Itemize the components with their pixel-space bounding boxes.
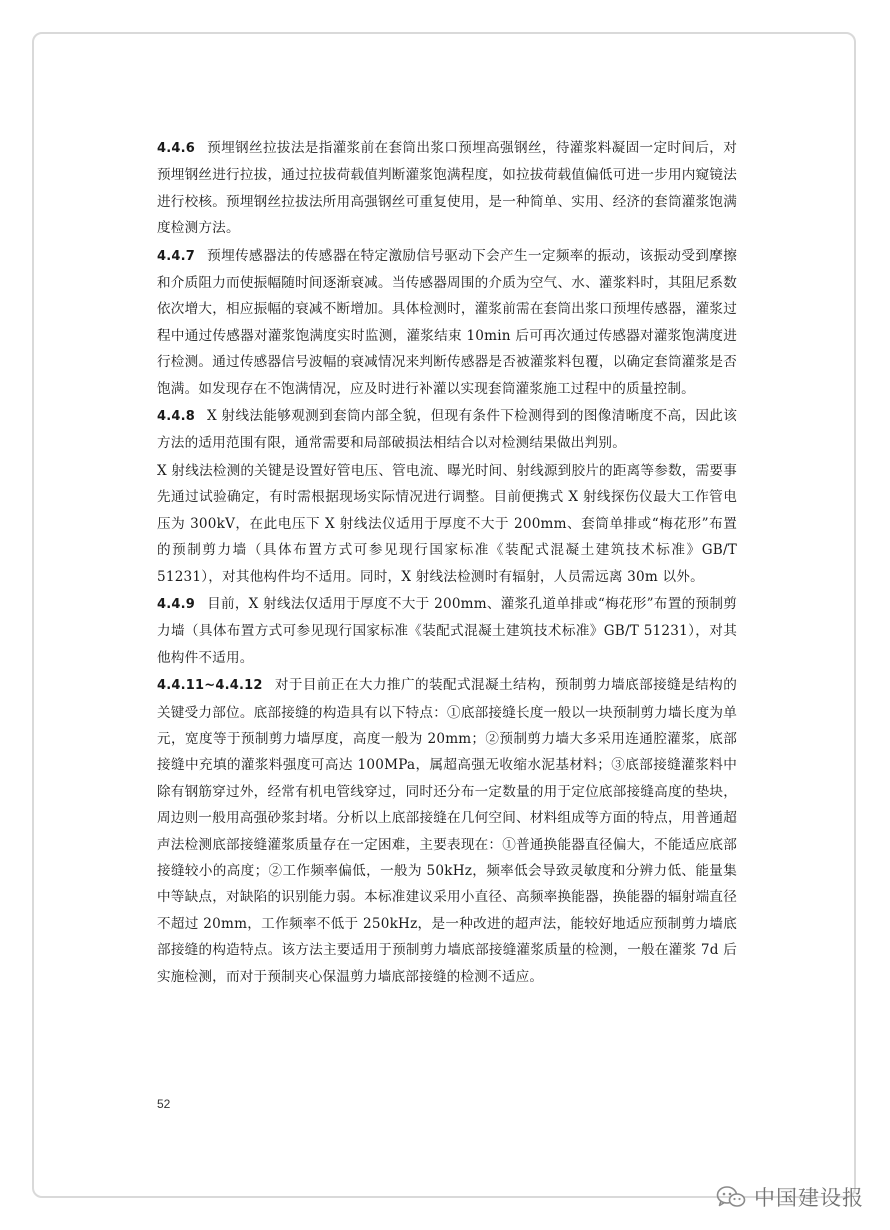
paragraph-4-4-8 bbox=[157, 403, 737, 457]
document-body bbox=[157, 135, 737, 991]
paragraph-text: 目前，X 射线法仅适用于厚度不大于 200mm、灌浆孔道单排或“梅花形”布置的预制剪力墙（具体布置方式可参见现行国家标准《装配式混凝土建筑技术标准》GB/T 51231），对其他构件不适用。 bbox=[157, 595, 737, 666]
paragraph-text: 预埋传感器法的传感器在特定激励信号驱动下会产生一定频率的振动，该振动受到摩擦和介质阻力而使振幅随时间逐渐衰减。当传感器周围的介质为空气、水、灌浆料时，其阻尼系数依次增大，相应振幅的衰减不断增加。具体检测时，灌浆前需在套筒出浆口预埋传感器，灌浆过程中通过传感器对灌浆饱满度实时监测，灌浆结束 10min 后可再次通过传感器对灌浆饱满度进行检测。通过传感器信号波幅的衰减情况来判断传感器是否被灌浆料包覆，以确定套筒灌浆是否饱满。如发现存在不饱满情况，应及时进行补灌以实现套筒灌浆施工过程中的质量控制。 bbox=[157, 247, 737, 397]
paragraph-x-ray-detail bbox=[157, 458, 737, 590]
paragraph-4-4-6 bbox=[157, 135, 737, 242]
clause-number: 4.4.9 bbox=[157, 596, 196, 612]
paragraph-text: 对于目前正在大力推广的装配式混凝土结构，预制剪力墙底部接缝是结构的关键受力部位。底部接缝的构造具有以下特点：①底部接缝长度一般以一块预制剪力墙长度为单元，宽度等于预制剪力墙厚度，高度一般为 20mm；②预制剪力墙大多采用连通腔灌浆，底部接缝中充填的灌浆料强度可高达 100MPa，属超高强无收缩水泥基材料；③底部接缝灌浆料中除有钢筋穿过外，经常有机电管线穿过，同时还分布一定数量的用于定位底部接缝高度的垫块，周边则一般用高强砂浆封堵。分析以上底部接缝在几何空间、材料组成等方面的特点，用普通超声法检测底部接缝灌浆质量存在一定困难，主要表现在：①普通换能器直径偏大，不能适应底部接缝较小的高度；②工作频率偏低，一般为 50kHz，频率低会导致灵敏度和分辨力低、能量集中等缺点，对缺陷的识别能力弱。本标准建议采用小直径、高频率换能器，换能器的辐射端直径不超过 20mm，工作频率不低于 250kHz，是一种改进的超声法，能较好地适应预制剪力墙底部接缝的构造特点。该方法主要适用于预制剪力墙底部接缝灌浆质量的检测，一般在灌浆 7d 后实施检测，而对于预制夹心保温剪力墙底部接缝的检测不适应。 bbox=[157, 677, 737, 985]
paragraph-text: 预埋钢丝拉拔法是指灌浆前在套筒出浆口预埋高强钢丝，待灌浆料凝固一定时间后，对预埋钢丝进行拉拔，通过拉拔荷载值判断灌浆饱满程度，如拉拔荷载值偏低可进一步用内窥镜法进行校核。预埋钢丝拉拔法所用高强钢丝可重复使用，是一种简单、实用、经济的套筒灌浆饱满度检测方法。 bbox=[157, 140, 737, 237]
clause-number: 4.4.6 bbox=[157, 141, 196, 156]
paragraph-text: X 射线法能够观测到套筒内部全貌，但现有条件下检测得到的图像清晰度不高，因此该方法的适用范围有限，通常需要和局部破损法相结合以对检测结果做出判别。 bbox=[157, 408, 737, 452]
clause-number: 4.4.11~4.4.12 bbox=[157, 678, 263, 694]
clause-number: 4.4.7 bbox=[157, 248, 196, 264]
watermark-text: 中国建设报 bbox=[754, 1186, 864, 1210]
paragraph-text: X 射线法检测的关键是设置好管电压、管电流、曝光时间、射线源到胶片的距离等参数，需要事先通过试验确定，有时需根据现场实际情况进行调整。目前便携式 X 射线探伤仪最大工作管电压为 300kV，在此电压下 X 射线法仪适用于厚度不大于 200mm、套筒单排或“梅花形”布置的预制剪力墙（具体布置方式可参见现行国家标准《装配式混凝土建筑技术标准》GB/T 51231），对其他构件均不适用。同时，X 射线法检测时有辐射，人员需远离 30m 以外。 bbox=[157, 462, 737, 585]
page-number: 52 bbox=[157, 1097, 171, 1111]
paragraph-4-4-9 bbox=[157, 591, 737, 671]
wechat-icon bbox=[716, 1185, 746, 1209]
paragraph-4-4-7 bbox=[157, 243, 737, 402]
paragraph-4-4-11-4-4-12 bbox=[157, 672, 737, 990]
watermark bbox=[716, 1180, 864, 1214]
clause-number: 4.4.8 bbox=[157, 409, 196, 425]
